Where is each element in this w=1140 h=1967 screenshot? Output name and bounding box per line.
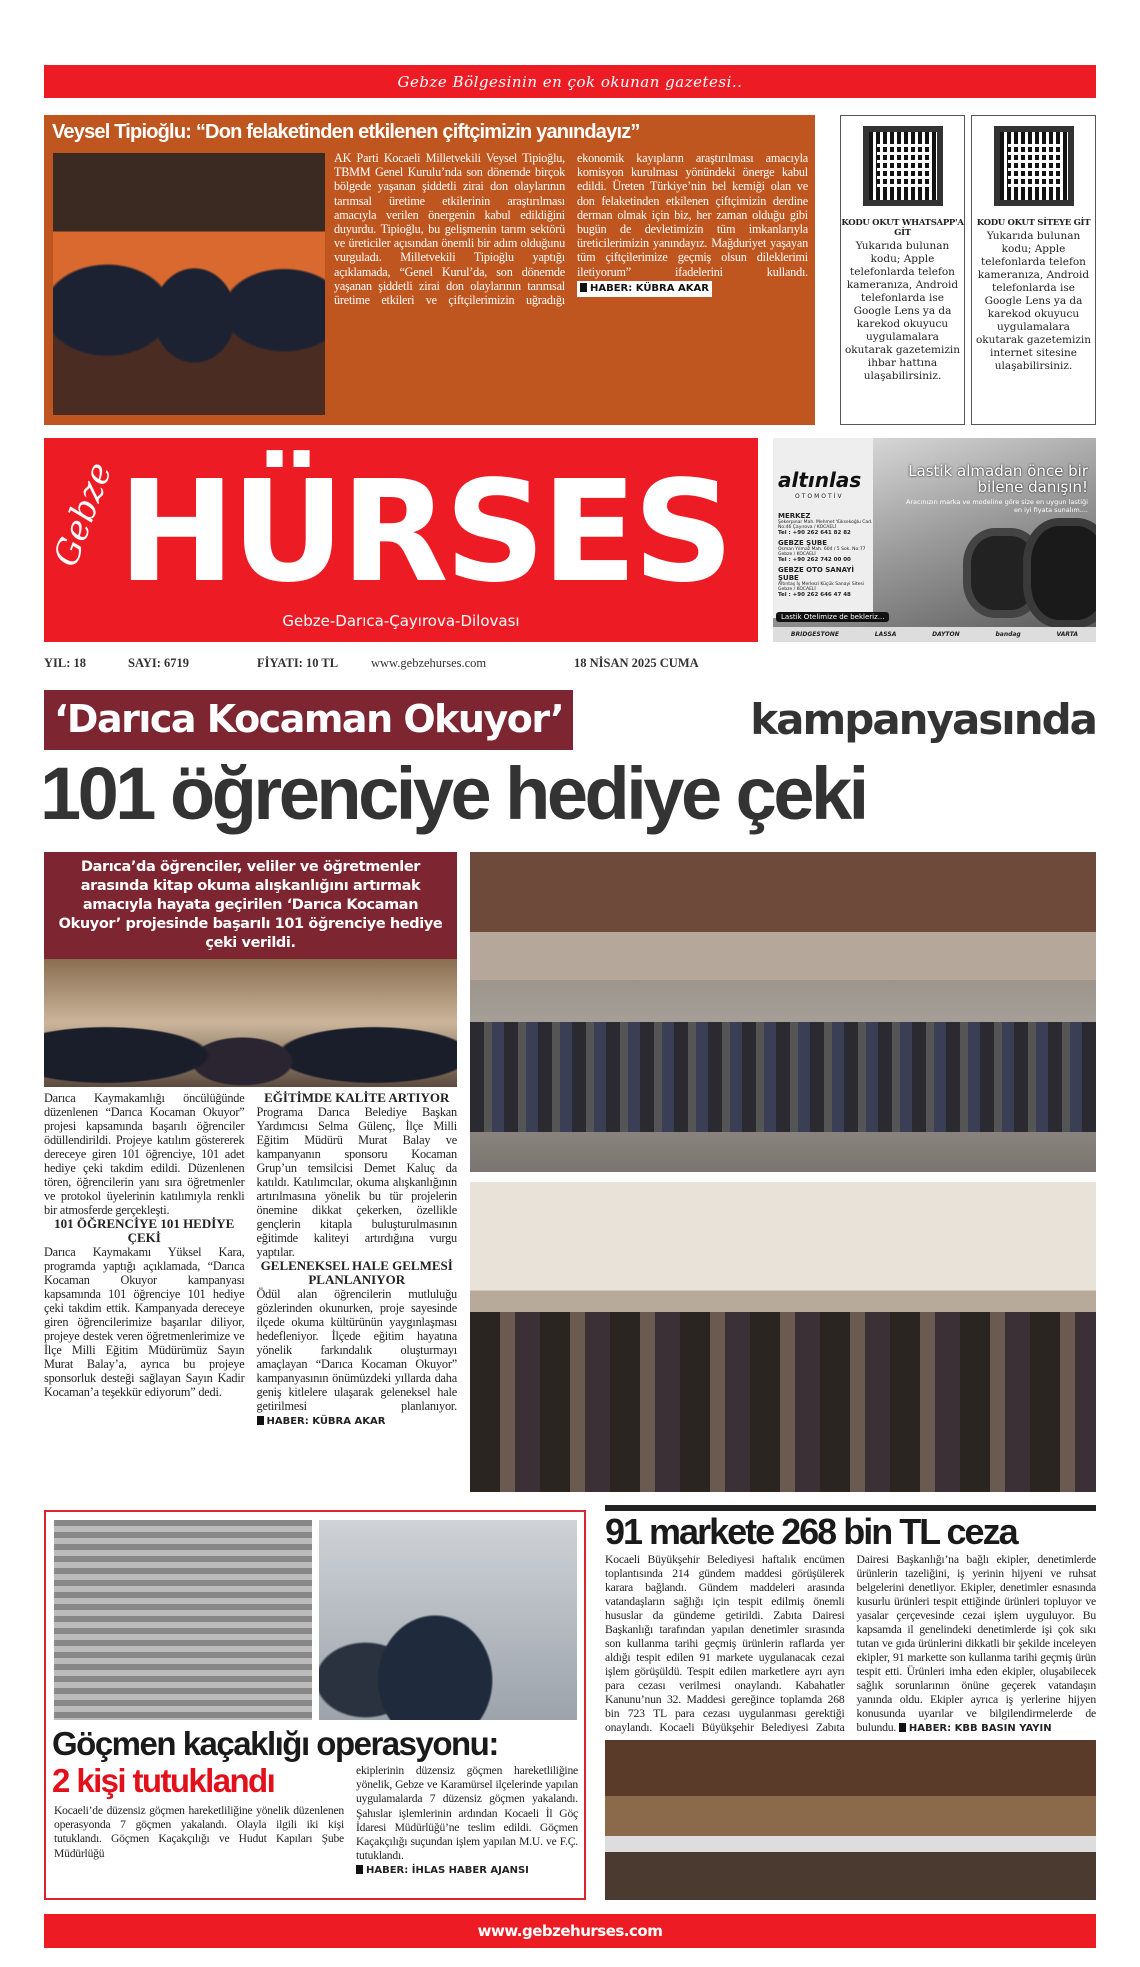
year: YIL: 18 bbox=[44, 656, 87, 670]
ceremony-photo bbox=[44, 959, 457, 1087]
website[interactable]: www.gebzehurses.com bbox=[371, 656, 487, 670]
qr-text: Yukarıda bulunan kodu; Apple telefonlarda telefon kameranıza, Android telefonlarda ise Google Lens ya da karekod okuyucu uygulamalara okutarak gazetemizin ihbar hattına ulaşabilirsiniz. bbox=[844, 240, 961, 382]
byline: HABER: İHLAS HABER AJANSI bbox=[356, 1864, 529, 1878]
market-body: Kocaeli Büyükşehir Belediyesi haftalık encümen toplantısında 214 gündem maddesi görüşülerek karara bağlandı. Gündem maddeleri arasında vatandaşların sağlığı için tespit edilmiş önemli hususlar da gündeme getirildi. Zabıta Dairesi Başkanlığı tarafından yapılan denetimler sırasında son kullanma tarihi geçmiş ürünlerin raflarda yer aldığı tespit edilen 91 markete uygulanacak cezai işlem görüşüldü. Tespit edilen marketlere ayrı ayrı para cezası verilmesi onaylandı. Kabahatler Kanunu’nun 32. Maddesi gereğince toplamda 268 bin 723 TL para cezası uygulanması gerektiği onaylandı. Kocaeli Büyükşehir Belediyesi Zabıta Dairesi Başkanlığı’na bağlı ekipler, denetimlerde ürünlerin tazeliğini, iş yerinin hijyeni ve ruhsat belgelerini denetliyor. Ekipler, denetimler esnasında kusurlu ürünleri tespit ettiğinde ürünleri topluyor ve yasalar çerçevesinde cezai işlem uyguluyor. Bu kapsamda il genelindeki denetimlerde işi çok sıkı tutan ve gıda ürünlerini dikkatli bir şekilde inceleyen ekipler, 91 markette son kullanma tarihi geçmiş ürün tespit etti. Ürünleri imha eden ekipler, oluşabilecek sağlık sorunlarının önüne geçerek vatandaşın yanında oldu. Ekipler ayrıca iş yerlerine hijyen konusunda uyarılar ve bilgilendirmelerde de bulundu. HABER: KBB BASIN YAYIN bbox=[605, 1553, 1096, 1734]
main-story-body bbox=[44, 1091, 457, 1429]
top-banner bbox=[44, 65, 1096, 98]
migrant-story bbox=[44, 1510, 586, 1900]
headline-main: 101 öğrenciye hediye çeki bbox=[40, 752, 866, 835]
footer-website[interactable]: www.gebzehurses.com bbox=[477, 1922, 663, 1940]
ad-headline: Lastik almadan önce bir bilene danışın! bbox=[908, 462, 1088, 496]
tire-ad[interactable] bbox=[773, 438, 1096, 642]
ad-brand: altınlas bbox=[778, 468, 862, 492]
paragraph: Darıca Kaymakamı Yüksel Kara, programda yaptığı açıklamada, “Darıca Kocaman Okuyor kampanyası kapsamında 101 öğrenciye 101 hediye çeki takdim ettik. Kampanyada dereceye giren öğrencilerimize başarılar diliyor, projeye destek veren öğretmenlerimize ve İlçe Milli Eğitim Müdürümüz Sayın Murat Balay’a, ayrıca bu projeye sponsorluk desteği sağlayan Sayın Kadir Kocaman’a teşekkür ediyorum” dedi. bbox=[44, 1245, 245, 1399]
byline: HABER: KÜBRA AKAR bbox=[577, 281, 712, 297]
group-photo bbox=[470, 852, 1096, 1172]
qr-title: KODU OKUT SİTEYE GİT bbox=[976, 218, 1091, 228]
branch: GEBZE OTO SANAYİ ŞUBE Altıntaş İş Merkezi Küçük Sanayi Sitesi Gebze / KOCAELİ Tel : +90 262 646 47 48 bbox=[778, 566, 865, 598]
headline-rest: kampanyasında bbox=[750, 695, 1096, 744]
qr-box-whatsapp[interactable] bbox=[840, 115, 965, 425]
tagline: Gebze Bölgesinin en çok okunan gazetesi.. bbox=[397, 72, 743, 91]
audience-photo bbox=[470, 1182, 1096, 1492]
tire-icon bbox=[1023, 518, 1096, 628]
migrant-text-2: ekiplerinin düzensiz göçmen hareketliliğine yönelik, Gebze ve Karamürsel ilçelerinde yapılan uygulamalarda 7 düzensiz göçmen yakalandı. Şahıslar işlemlerinin ardından Kocaeli İl Göç İdaresi Müdürlüğü’ne teslim edildi. Göçmen Kaçakçılığı suçundan işlem yapılan M.U. ve F.Ç. tutuklandı. HABER: İHLAS HABER AJANSI bbox=[356, 1764, 578, 1879]
price: FİYATI: 10 TL bbox=[257, 656, 339, 670]
qr-code-icon[interactable] bbox=[863, 126, 943, 206]
migrant-headline-2: 2 kişi tutuklandı bbox=[52, 1762, 275, 1799]
issue-date: 18 NİSAN 2025 CUMA bbox=[574, 656, 699, 670]
headline-box: ‘Darıca Kocaman Okuyor’ bbox=[44, 690, 573, 750]
main-story-left bbox=[44, 852, 457, 1429]
branch: GEBZE ŞUBE Osman Yılmaz Mah. 604 / 5 Sok. No:77 Gebze / KOCAELİ Tel : +90 262 742 00 00 bbox=[778, 539, 866, 563]
subheading: EĞİTİMDE KALİTE ARTIYOR bbox=[264, 1090, 450, 1105]
arrest-photo-1 bbox=[54, 1520, 312, 1720]
subheading: 101 ÖĞRENCİYE 101 HEDİYE ÇEKİ bbox=[54, 1216, 235, 1245]
masthead-logo: HÜRSES bbox=[118, 451, 730, 614]
byline: HABER: KBB BASIN YAYIN bbox=[899, 1722, 1052, 1736]
ad-subline: Aracınızın marka ve modeline göre size en uygun lastiği en iyi fiyata sunalım.... bbox=[905, 498, 1088, 514]
ad-brand-sub: OTOMOTİV bbox=[795, 493, 844, 500]
parliament-photo bbox=[53, 153, 325, 415]
qr-text: Yukarıda bulunan kodu; Apple telefonlarda telefon kameranıza, Android telefonlarda ise Google Lens ya da karekod okuyucu uygulamalara okutarak gazetemizin internet sitesine ulaşabilirsiniz. bbox=[975, 230, 1092, 372]
byline: HABER: KÜBRA AKAR bbox=[257, 1415, 386, 1429]
paragraph: Darıca Kaymakamlığı öncülüğünde düzenlenen “Darıca Kocaman Okuyor” projesi kapsamında başarılı öğrenciler ödüllendirildi. Projeye katılım göstererek dereceye giren 101 öğrenciye, 101 adet hediye çeki takdim edildi. Düzenlenen tören, öğrencilerin yanı sıra öğretmenler ve protokol üyelerinin katılımıyla renkli bir atmosferde gerçekleşti. bbox=[44, 1091, 245, 1217]
council-photo bbox=[605, 1740, 1096, 1900]
market-headline: 91 markete 268 bin TL ceza bbox=[605, 1511, 1017, 1552]
article-body bbox=[334, 151, 808, 307]
branch: MERKEZ Şekerpınar Mah. Mehmet Yüksekoğlu Cad. No:46 Çayırova / KOCAELİ Tel : +90 262 641 82 82 bbox=[778, 512, 873, 536]
subheading: GELENEKSEL HALE GELMESİ PLANLANIYOR bbox=[260, 1258, 453, 1287]
paragraph-last: Ödül alan öğrencilerin mutluluğu gözlerinden okunurken, proje sayesinde ilçede okuma kültürünün yaygınlaşması hedefleniyor. İlçede eğitim hayatına yönelik farkındalık oluşturmayı amaçlayan “Darıca Kocaman Okuyor” kampanyasının önümüzdeki yıllarda daha geniş kitlelere ulaşarak geleneksel hale getirilmesi planlanıyor. HABER: KÜBRA AKAR bbox=[256, 1287, 457, 1427]
qr-code-icon[interactable] bbox=[994, 126, 1074, 206]
qr-title: KODU OKUT WHATSAPP'A GİT bbox=[841, 218, 964, 238]
deck: Darıca’da öğrenciler, veliler ve öğretmenler arasında kitap okuma alışkanlığını artırmak amacıyla hayata geçirilen ‘Darıca Kocaman Okuyor’ projesinde başarılı 101 öğrenciye hediye çeki verildi. bbox=[44, 852, 457, 959]
article-tipioglu bbox=[44, 115, 815, 425]
ad-hotel: Lastik Otelimize de bekleriz... bbox=[776, 612, 889, 622]
masthead bbox=[44, 438, 758, 642]
qr-box-website[interactable] bbox=[971, 115, 1096, 425]
footer-banner bbox=[44, 1914, 1096, 1948]
masthead-script: Gebze bbox=[46, 457, 121, 572]
masthead-regions: Gebze-Darıca-Çayırova-Dilovası bbox=[282, 612, 520, 630]
issue: SAYI: 6719 bbox=[128, 656, 190, 670]
body-text: AK Parti Kocaeli Milletvekili Veysel Tipioğlu, TBMM Genel Kurulu’nda son dönemde birçok bölgede yaşanan şiddetli zirai don olaylarının tarımsal üretime etkilerinin araştırılması amacıyla verilen önergenin kabul edildiğini duyurdu. Tipioğlu, bu gelişmenin tarım sektörü ve üreticiler açısından önemli bir adım olduğunu vurguladı. Milletvekili Tipioğlu yaptığı açıklamada, “Genel Kurul’da, son dönemde yaşanan şiddetli zirai don olaylarının tarımsal üretime etkileri ve çiftçilerimizin uğradığı ekonomik kayıpların araştırılması amacıyla komisyon kurulması yönündeki önerge kabul edildi. Üreten Türkiye’nin bel kemiği olan ve don felaketinden etkilenen çiftçimizin derdine derman olmak için biz, her zaman olduğu gibi bugün de devletimizin tüm imkanlarıyla üreticilerimizin yanındayız. Mağduriyet yaşayan tüm çiftçilerimize geçmiş olsun dileklerimi iletiyorum” ifadelerini kullandı. bbox=[334, 151, 808, 308]
ad-brand-strip: BRIDGESTONE LASSA DAYTON bandag VARTA bbox=[773, 627, 1096, 642]
paragraph: Programa Darıca Belediye Başkan Yardımcısı Selma Gülenç, İlçe Milli Eğitim Müdürü Murat Balay ve kampanyanın sponsoru Kocaman Grup’un temsilcisi Demet Kaluç da katıldı. Katılımcılar, okuma alışkanlığının artırılmasına yönelik bu tür projelerin önemine dikkat çekerken, özellikle gençlerin kitapla buluşturulmasının eğitimde kaliteyi artırdığına vurgu yaptılar. bbox=[256, 1105, 457, 1259]
market-story bbox=[605, 1505, 1096, 1900]
migrant-text-1: Kocaeli’de düzensiz göçmen hareketliliğine yönelik düzenlenen operasyonda 7 göçmen yakalandı. Olayla ilgili iki kişi tutuklandı. Göçmen Kaçakçılığı ve Hudut Kapıları Şube Müdürlüğü bbox=[54, 1804, 344, 1860]
headline: Veysel Tipioğlu: “Don felaketinden etkilenen çiftçimizin yanındayız” bbox=[52, 121, 640, 143]
arrest-photo-2 bbox=[319, 1520, 577, 1720]
migrant-headline-1: Göçmen kaçaklığı operasyonu: bbox=[52, 1725, 498, 1762]
